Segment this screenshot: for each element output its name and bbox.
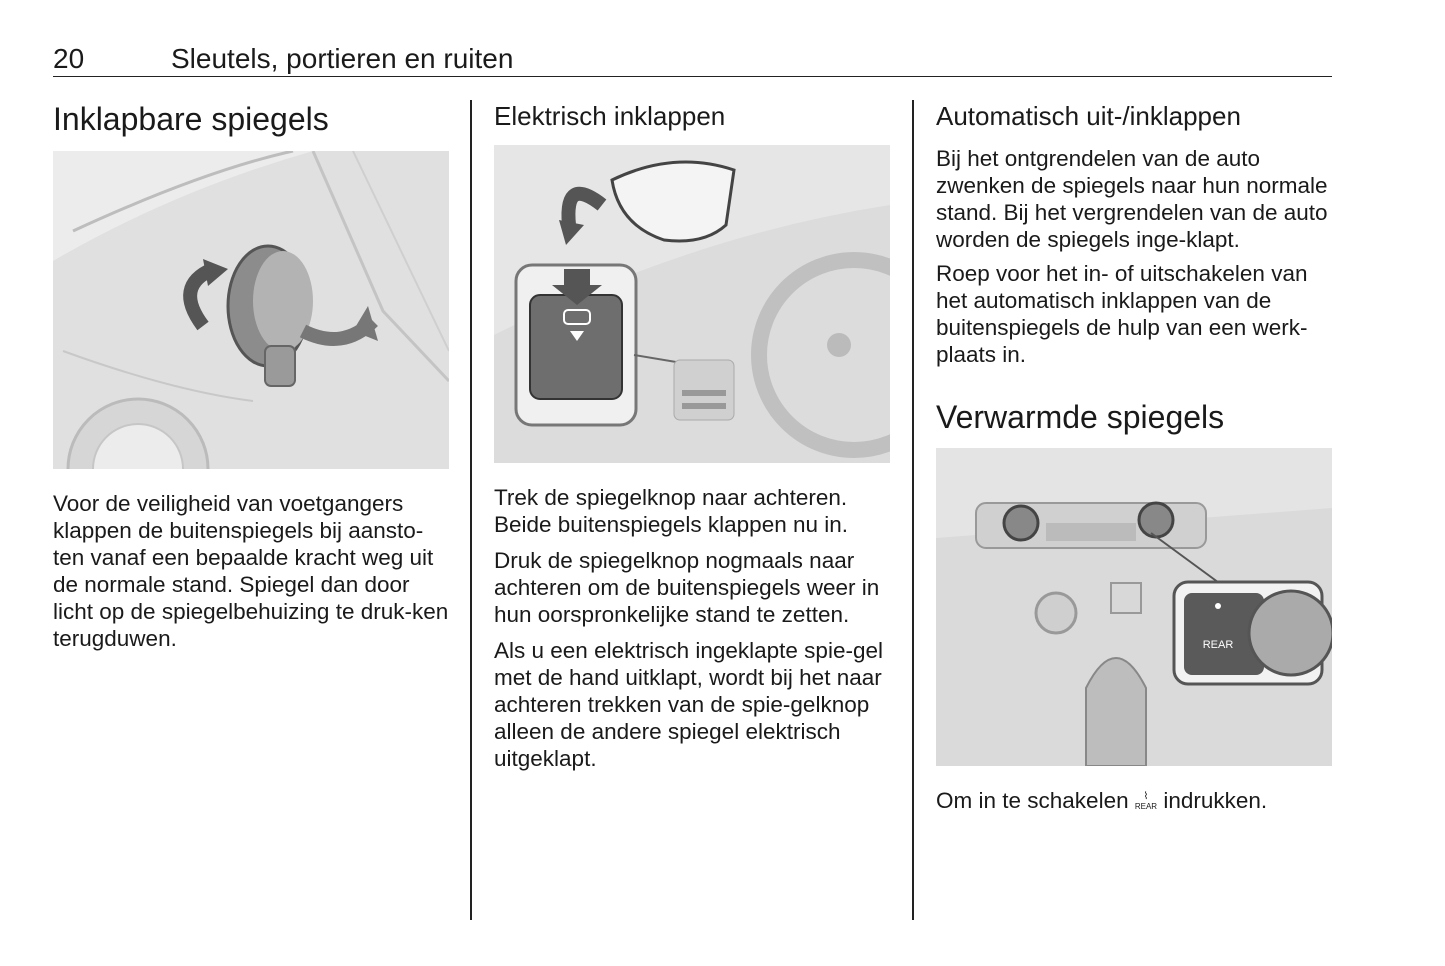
rear-defrost-icon: ⌇ REAR: [1134, 791, 1158, 812]
page-number: 20: [53, 43, 85, 74]
rear-defrost-icon-label: REAR: [1134, 802, 1158, 812]
paragraph: Roep voor het in- of uitschakelen van het automatisch inklappen van de buitenspiegels de hulp van een werk-plaats in.: [936, 261, 1308, 367]
section-title-heated-mirrors: Verwarmde spiegels: [936, 399, 1225, 435]
column-electric-folding: [494, 100, 892, 772]
column-divider: [470, 100, 472, 920]
section-title: Elektrisch inklappen: [494, 101, 726, 131]
paragraph: Trek de spiegelknop naar achteren. Beide buitenspiegels klappen nu in.: [494, 485, 849, 537]
paragraph: Voor de veiligheid van voetgangers klappen de buitenspiegels bij aansto-ten vanaf een bepaalde kracht weg uit de normale stand. Spiegel dan door licht op de spiegelbehuizing te druk-ken terugduwen.: [53, 491, 449, 651]
paragraph: Bij het ontgrendelen van de auto zwenken de spiegels naar hun normale stand. Bij het vergrendelen van de auto worden de spiegels inge-klapt.: [936, 146, 1328, 252]
section-title: Inklapbare spiegels: [53, 101, 329, 137]
folding-mirror-figure: [53, 151, 449, 469]
rear-label: REAR: [1202, 639, 1234, 651]
heated-mirror-control-figure: [936, 448, 1332, 766]
section-title: Automatisch uit-/inklappen: [936, 101, 1241, 131]
page-header: [53, 40, 1332, 77]
column-folding-mirrors: [53, 100, 451, 652]
column-divider: [912, 100, 914, 920]
chapter-title: Sleutels, portieren en ruiten: [171, 43, 514, 74]
instruction-text-before: Om in te schakelen: [936, 788, 1129, 813]
column-auto-folding: [936, 100, 1334, 814]
mirror-switch-figure: [494, 145, 890, 463]
paragraph: Als u een elektrisch ingeklapte spie-gel met de hand uitklapt, wordt bij het naar achteren trekken van de spie-gelknop alleen de andere spiegel elektrisch uitgeklapt.: [494, 638, 883, 771]
instruction-text-after: indrukken.: [1163, 788, 1268, 813]
instruction-paragraph: [936, 787, 1334, 814]
paragraph: Druk de spiegelknop nogmaals naar achteren om de buitenspiegels weer in hun oorspronkelijke stand te zetten.: [494, 548, 880, 627]
